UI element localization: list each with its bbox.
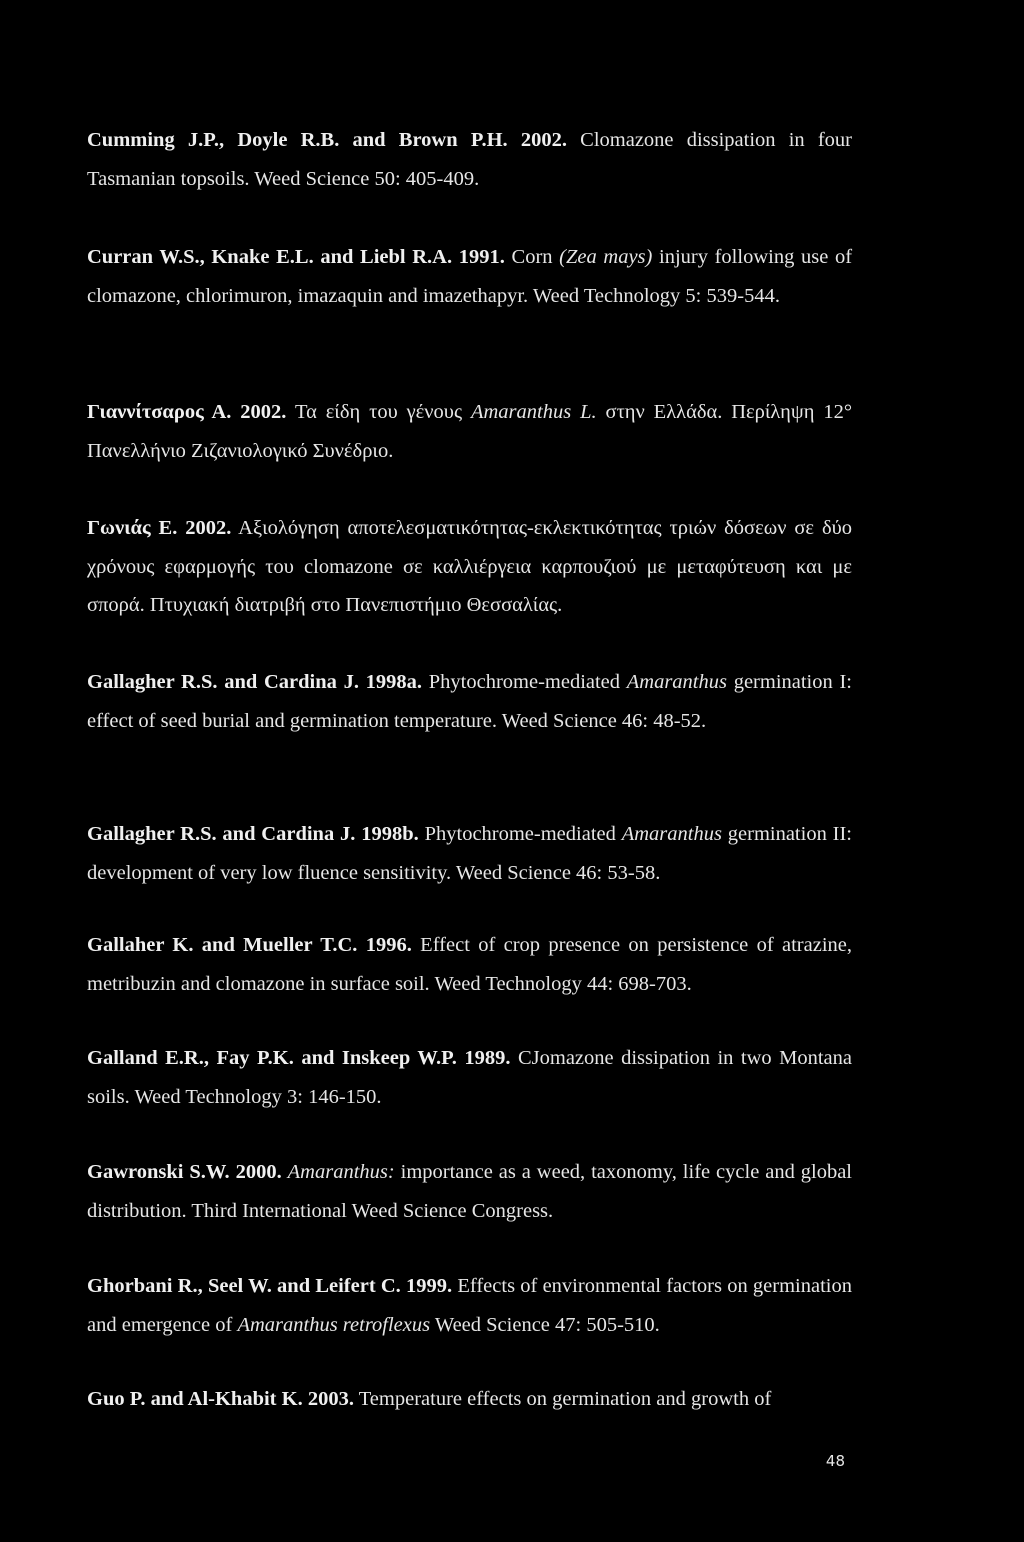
reference-text: injury following use of clomazone, chlorimuron, imazaquin and imazethapyr. Weed Technology 5: 539-544. xyxy=(87,246,853,307)
reference-text: Weed Science 47: 505-510. xyxy=(430,1313,660,1336)
reference-text: CJomazone dissipation in two Montana soils. Weed Technology 3: 146-150. xyxy=(87,1047,852,1108)
reference-text: Αξιολόγηση αποτελεσματικότητας-εκλεκτικότητας τριών δόσεων σε δύο χρόνους εφαρμογής του clomazone σε καλλιέργεια καρπουζιού με μεταφύτευση και με σπορά. Πτυχιακή διατριβή στο Πανεπιστήμιο Θεσσαλίας. xyxy=(87,517,853,616)
reference-text: Effect of crop presence on persistence of atrazine, metribuzin and clomazone in surface soil. Weed Technology 44: 698-703. xyxy=(87,934,852,995)
reference-text: Phytochrome-mediated xyxy=(418,823,622,845)
reference-italic-text: (Zea mays) xyxy=(559,246,653,268)
reference-text: στην Ελλάδα. Περίληψη 12° Πανελλήνιο Ζιζανιολογικό Συνέδριο. xyxy=(87,401,853,462)
reference-authors: Guo P. and Al-Khabit K. 2003. xyxy=(87,1388,354,1410)
reference-text: Phytochrome-mediated xyxy=(422,671,627,693)
reference-italic-text: Amaranthus retroflexus xyxy=(237,1313,431,1336)
reference-italic-text: Amaranthus xyxy=(626,671,727,693)
reference-text: Effects of environmental factors on germination and emergence of xyxy=(87,1275,852,1336)
reference-authors: Ghorbani R., Seel W. and Leifert C. 1999. xyxy=(87,1275,453,1297)
page-number: 48 xyxy=(825,1452,845,1470)
reference-entry xyxy=(87,1267,852,1344)
reference-entry xyxy=(87,1380,852,1419)
reference-authors: Galland E.R., Fay P.K. and Inskeep W.P. 1989. xyxy=(87,1047,511,1069)
reference-entry xyxy=(87,121,852,198)
reference-text: germination II: development of very low fluence sensitivity. Weed Science 46: 53-58. xyxy=(87,823,852,884)
reference-authors: Curran W.S., Knake E.L. and Liebl R.A. 1991. xyxy=(87,246,505,268)
reference-entry xyxy=(87,926,852,1003)
reference-authors: Gawronski S.W. 2000. xyxy=(87,1161,282,1183)
reference-text: importance as a weed, taxonomy, life cycle and global distribution. Third International Weed Science Congress. xyxy=(87,1161,852,1222)
reference-entry xyxy=(87,663,852,740)
reference-italic-text: Amaranthus xyxy=(621,823,722,845)
reference-text: Corn xyxy=(504,246,560,268)
reference-entry xyxy=(87,393,852,470)
reference-text: Temperature effects on germination and growth of xyxy=(353,1388,772,1410)
reference-text: Τα είδη του γένους xyxy=(286,401,471,423)
reference-authors: Gallagher R.S. and Cardina J. 1998b. xyxy=(87,823,419,845)
reference-authors: Γιαννίτσαρος Α. 2002. xyxy=(87,401,287,423)
reference-italic-text: Amaranthus: xyxy=(287,1161,395,1183)
reference-authors: Cumming J.P., Doyle R.B. and Brown P.H. 2002. xyxy=(87,129,567,151)
reference-entry xyxy=(87,238,852,315)
reference-authors: Gallagher R.S. and Cardina J. 1998a. xyxy=(87,671,423,693)
reference-entry xyxy=(87,815,852,892)
reference-entry xyxy=(87,509,852,625)
reference-entry xyxy=(87,1153,852,1230)
reference-entry xyxy=(87,1039,852,1116)
reference-authors: Γωνιάς Ε. 2002. xyxy=(87,517,232,539)
reference-authors: Gallaher K. and Mueller T.C. 1996. xyxy=(87,934,412,956)
reference-text: Clomazone dissipation in four Tasmanian topsoils. Weed Science 50: 405-409. xyxy=(87,129,853,190)
reference-text: germination I: effect of seed burial and germination temperature. Weed Science 46: 48-52. xyxy=(87,671,852,732)
reference-italic-text: Amaranthus L. xyxy=(470,401,597,423)
